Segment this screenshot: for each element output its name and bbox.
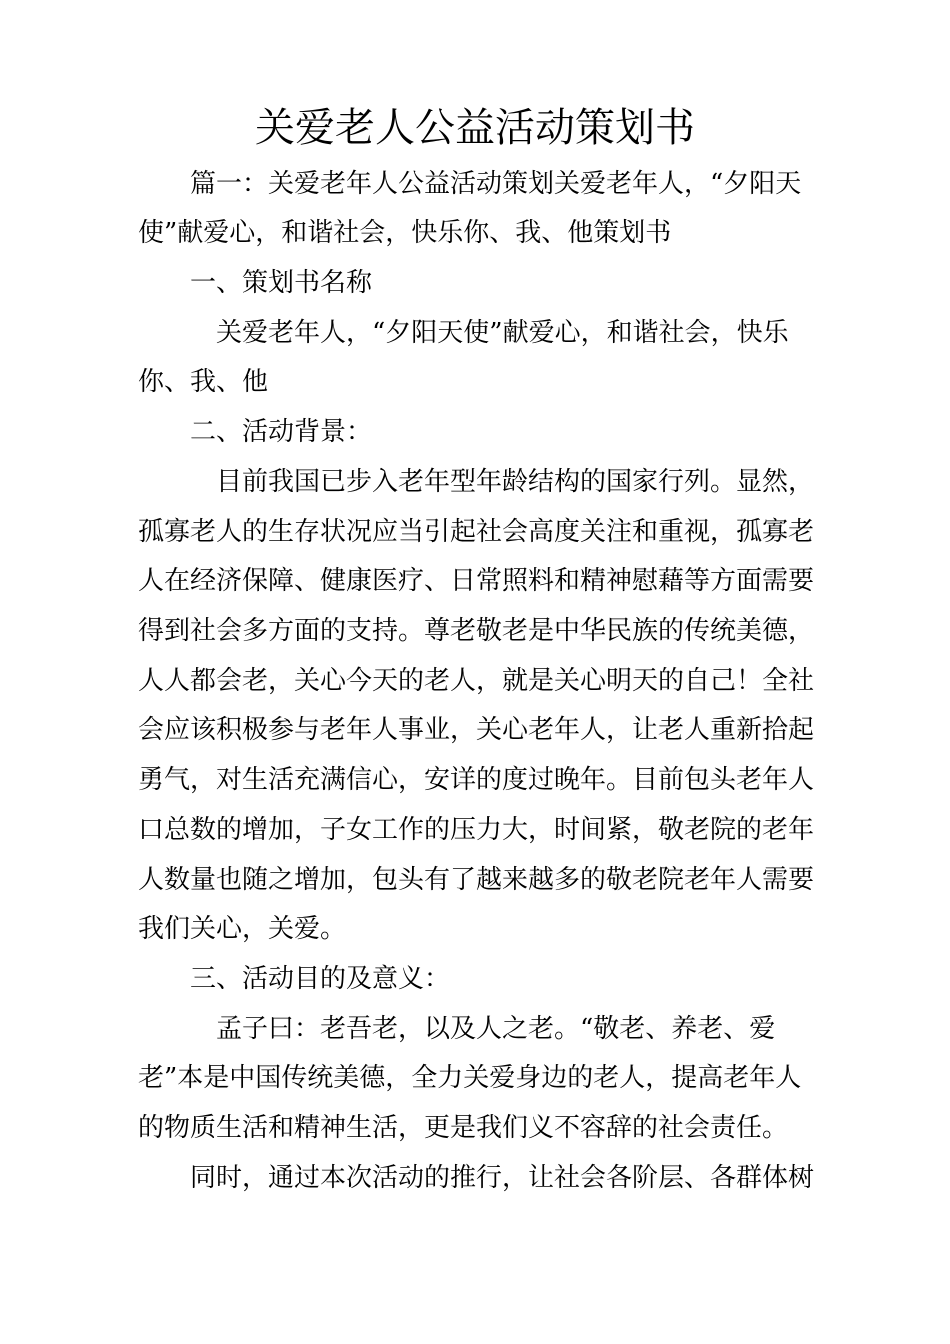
paragraph-line: 同时，通过本次活动的推行，让社会各阶层、各群体树 bbox=[190, 1163, 815, 1193]
paragraph-line: 口总数的增加，子女工作的压力大，时间紧，敬老院的老年 bbox=[138, 815, 815, 845]
paragraph-line: 会应该积极参与老年人事业，关心老年人，让老人重新拾起 bbox=[138, 715, 815, 745]
paragraph-line: 孟子曰：老吾老，以及人之老。“敬老、养老、爱 bbox=[216, 1014, 776, 1044]
paragraph-line: 人数量也随之增加，包头有了越来越多的敬老院老年人需要 bbox=[138, 865, 815, 895]
paragraph-line: 人在经济保障、健康医疗、日常照料和精神慰藉等方面需要 bbox=[138, 566, 815, 596]
paragraph-line: 我们关心，关爱。 bbox=[138, 914, 347, 944]
section-heading: 二、活动背景： bbox=[190, 417, 373, 447]
paragraph-line: 孤寡老人的生存状况应当引起社会高度关注和重视，孤寡老 bbox=[138, 517, 815, 547]
section-heading: 一、策划书名称 bbox=[190, 268, 373, 298]
paragraph-line: 得到社会多方面的支持。尊老敬老是中华民族的传统美德， bbox=[138, 616, 815, 646]
paragraph-line: 勇气，对生活充满信心，安详的度过晚年。目前包头老年人 bbox=[138, 765, 815, 795]
paragraph-line: 篇一：关爱老年人公益活动策划关爱老年人，“夕阳天 bbox=[190, 169, 802, 199]
paragraph-line: 老”本是中国传统美德，全力关爱身边的老人，提高老年人 bbox=[138, 1063, 802, 1093]
paragraph-line: 关爱老年人，“夕阳天使”献爱心，和谐社会，快乐 bbox=[216, 318, 789, 348]
paragraph-line: 人人都会老，关心今天的老人，就是关心明天的自己！全社 bbox=[138, 666, 815, 696]
paragraph-line: 目前我国已步入老年型年龄结构的国家行列。显然， bbox=[216, 467, 815, 497]
section-heading: 三、活动目的及意义： bbox=[190, 964, 451, 994]
paragraph-line: 你、我、他 bbox=[138, 367, 269, 397]
paragraph-line: 的物质生活和精神生活，更是我们义不容辞的社会责任。 bbox=[138, 1113, 789, 1143]
document-title: 关爱老人公益活动策划书 bbox=[255, 105, 695, 151]
paragraph-line: 使”献爱心，和谐社会，快乐你、我、他策划书 bbox=[138, 218, 672, 248]
